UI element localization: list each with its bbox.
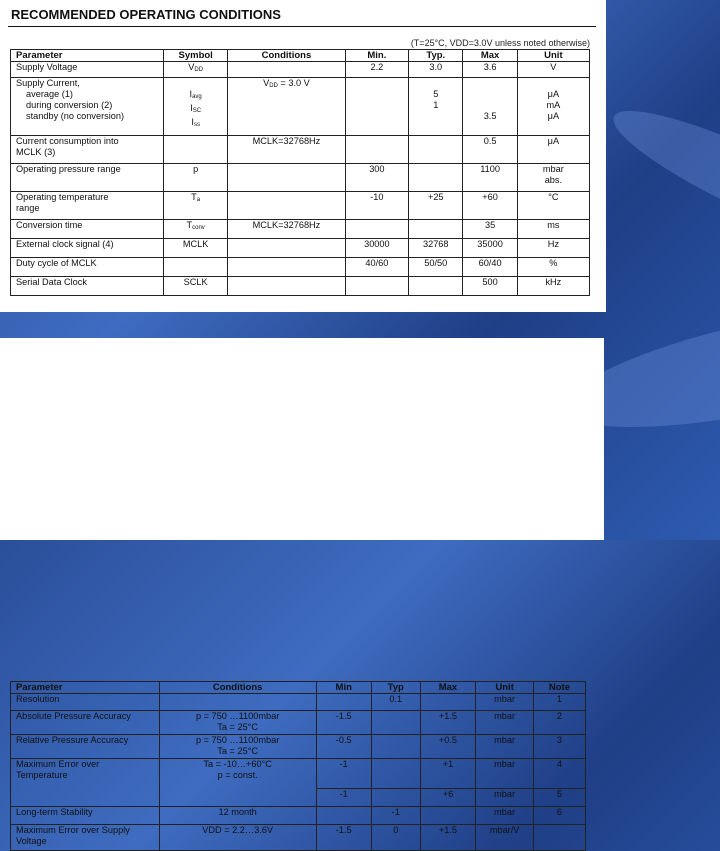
max-line: 3.5 — [483, 111, 497, 121]
table-row — [11, 759, 586, 789]
table-row — [11, 136, 590, 164]
conditions-text: = 3.0 V — [277, 78, 310, 88]
conditions-line: p = const. — [217, 770, 258, 780]
column-header: Typ. — [409, 50, 463, 62]
note-cell: 2 — [533, 711, 585, 735]
unit-line: mA — [546, 100, 561, 110]
typ-cell — [409, 78, 463, 136]
accuracy-panel — [0, 338, 604, 846]
symbol-text: T — [191, 192, 197, 202]
conditions-cell — [228, 62, 345, 78]
conditions-cell — [228, 239, 345, 258]
conditions-cell — [228, 220, 345, 239]
unit-cell: mbar — [476, 759, 534, 789]
conditions-line: VDD = 2.2…3.6V — [202, 825, 273, 835]
column-header: Unit — [517, 50, 589, 62]
max-cell — [463, 220, 517, 239]
conditions-line: Ta = 25°C — [217, 722, 258, 732]
parameter-text: Resolution — [16, 694, 60, 704]
conditions-cell — [228, 277, 345, 296]
conditions-subscript: DD — [269, 83, 278, 89]
conditions-cell — [159, 711, 316, 735]
typ-text: 32768 — [422, 239, 449, 249]
parameter-cell — [11, 694, 160, 711]
typ-cell — [409, 192, 463, 220]
conditions-line: 12 month — [218, 807, 257, 817]
symbol-cell — [164, 164, 228, 192]
column-header: Conditions — [159, 682, 316, 694]
typ-cell: -1 — [371, 807, 420, 825]
max-cell — [463, 78, 517, 136]
table-row — [11, 220, 590, 239]
min-cell — [316, 807, 371, 825]
min-text: 300 — [369, 164, 385, 174]
typ-cell — [371, 789, 420, 807]
column-header: Note — [533, 682, 585, 694]
min-cell — [345, 239, 408, 258]
unit-cell — [517, 62, 589, 78]
typ-cell: 0 — [371, 825, 420, 851]
min-cell — [345, 62, 408, 78]
parameter-line: range — [16, 203, 40, 213]
unit-cell: mbar — [476, 694, 534, 711]
parameter-line: during conversion (2) — [26, 100, 113, 110]
typ-cell — [409, 62, 463, 78]
unit-cell: mbar — [476, 807, 534, 825]
unit-line: μA — [547, 89, 560, 99]
conditions-line: p = 750 …1100mbar — [195, 735, 280, 745]
column-header: Min. — [345, 50, 408, 62]
note-cell — [533, 825, 585, 851]
table-header-row — [11, 682, 586, 694]
min-text: 2.2 — [370, 62, 384, 72]
cell-spacer — [468, 78, 511, 89]
min-cell: -0.5 — [316, 735, 371, 759]
column-header: Unit — [476, 682, 534, 694]
max-cell — [463, 136, 517, 164]
min-cell — [345, 192, 408, 220]
conditions-line: Ta = -10…+60°C — [203, 759, 272, 769]
symbol-cell — [164, 192, 228, 220]
parameter-cell — [11, 192, 164, 220]
symbol-text: T — [186, 220, 193, 230]
symbol-subscript: DD — [194, 67, 204, 73]
max-cell — [463, 192, 517, 220]
symbol-line — [169, 117, 222, 131]
max-cell: +0.5 — [420, 735, 476, 759]
table-row — [11, 735, 586, 759]
parameter-cell — [11, 164, 164, 192]
min-cell: -1 — [316, 789, 371, 807]
symbol-text: V — [188, 62, 195, 72]
unit-line: abs. — [544, 175, 563, 185]
symbol-subscript: ss — [193, 122, 200, 128]
symbol-subscript: avg — [192, 94, 202, 100]
max-cell — [420, 694, 476, 711]
parameter-text: Operating pressure range — [16, 164, 121, 174]
parameter-cell — [11, 759, 160, 807]
parameter-line: standby (no conversion) — [26, 111, 125, 121]
typ-text: 50/50 — [424, 258, 448, 268]
max-text: 60/40 — [478, 258, 502, 268]
max-cell: +1.5 — [420, 825, 476, 851]
cell-spacer — [523, 78, 584, 89]
conditions-cell — [228, 192, 345, 220]
parameter-text: Serial Data Clock — [16, 277, 87, 287]
conditions-cell — [228, 164, 345, 192]
max-cell: +1.5 — [420, 711, 476, 735]
symbol-text: I — [191, 117, 194, 127]
unit-cell — [517, 239, 589, 258]
parameter-line: average (1) — [26, 89, 73, 99]
parameter-line: Maximum Error over Supply — [16, 825, 130, 835]
typ-cell — [409, 239, 463, 258]
typ-text: 3.0 — [429, 62, 443, 72]
column-header: Parameter — [11, 682, 160, 694]
table-row — [11, 239, 590, 258]
conditions-cell — [159, 759, 316, 807]
symbol-line — [169, 103, 222, 117]
unit-cell — [517, 78, 589, 136]
note-cell: 3 — [533, 735, 585, 759]
parameter-cell — [11, 711, 160, 735]
conditions-line: Ta = 25°C — [217, 746, 258, 756]
max-cell: +1 — [420, 759, 476, 789]
note-cell: 6 — [533, 807, 585, 825]
column-header: Parameter — [11, 50, 164, 62]
column-header: Typ — [371, 682, 420, 694]
typ-cell — [409, 258, 463, 277]
max-text: 35000 — [477, 239, 503, 249]
parameter-line: Temperature — [16, 770, 68, 780]
max-cell — [463, 62, 517, 78]
column-header: Symbol — [164, 50, 228, 62]
unit-cell — [517, 220, 589, 239]
parameter-cell — [11, 277, 164, 296]
unit-cell — [517, 277, 589, 296]
conditions-text: MCLK=32768Hz — [252, 136, 321, 146]
max-cell — [463, 239, 517, 258]
table-row — [11, 164, 590, 192]
min-cell — [345, 78, 408, 136]
cell-spacer — [414, 78, 457, 89]
symbol-cell — [164, 136, 228, 164]
symbol-cell — [164, 78, 228, 136]
conditions-text: V — [263, 78, 270, 88]
table-row — [11, 62, 590, 78]
table-row — [11, 694, 586, 711]
section-heading: RECOMMENDED OPERATING CONDITIONS — [11, 7, 281, 22]
unit-line: mbar — [542, 164, 564, 174]
conditions-cell — [159, 807, 316, 825]
min-cell: -1.5 — [316, 825, 371, 851]
typ-line: 1 — [433, 100, 439, 110]
note-cell: 5 — [533, 789, 585, 807]
symbol-cell — [164, 62, 228, 78]
parameter-cell — [11, 136, 164, 164]
table-row — [11, 192, 590, 220]
recommended-operating-conditions-panel — [0, 0, 606, 312]
conditions-cell — [228, 258, 345, 277]
min-text: 40/60 — [365, 258, 389, 268]
symbol-text: I — [189, 89, 193, 99]
min-cell — [345, 220, 408, 239]
max-text: 500 — [482, 277, 498, 287]
symbol-line — [169, 89, 222, 103]
heading-rule — [8, 26, 596, 27]
unit-text: V — [550, 62, 557, 72]
parameter-cell — [11, 220, 164, 239]
conditions-cell — [159, 825, 316, 851]
column-header: Max — [463, 50, 517, 62]
unit-text: °C — [548, 192, 559, 202]
max-cell — [463, 164, 517, 192]
unit-cell — [517, 258, 589, 277]
parameter-cell — [11, 62, 164, 78]
symbol-cell — [164, 220, 228, 239]
table-header-row — [11, 50, 590, 62]
column-header: Max — [420, 682, 476, 694]
symbol-text: I — [190, 103, 193, 113]
parameter-text: Duty cycle of MCLK — [16, 258, 97, 268]
parameter-cell — [11, 78, 164, 136]
cell-spacer — [468, 89, 511, 100]
note-cell: 1 — [533, 694, 585, 711]
table-row — [11, 277, 590, 296]
min-cell — [345, 164, 408, 192]
table-row — [11, 78, 590, 136]
min-cell: -1.5 — [316, 711, 371, 735]
max-cell — [420, 807, 476, 825]
min-text: 30000 — [364, 239, 390, 249]
parameter-text: Supply Voltage — [16, 62, 78, 72]
table-row — [11, 825, 586, 851]
table-row — [11, 807, 586, 825]
max-cell — [463, 258, 517, 277]
conditions-cell — [159, 735, 316, 759]
typ-line: 5 — [433, 89, 439, 99]
max-cell — [463, 277, 517, 296]
symbol-subscript: conv — [192, 225, 205, 231]
unit-cell: mbar — [476, 711, 534, 735]
unit-text: % — [549, 258, 558, 268]
typ-cell — [409, 277, 463, 296]
conditions-cell — [228, 136, 345, 164]
parameter-text: Conversion time — [16, 220, 83, 230]
parameter-line: Current consumption into — [16, 136, 119, 146]
parameter-text: Relative Pressure Accuracy — [16, 735, 129, 745]
typ-text: +25 — [427, 192, 444, 202]
parameter-cell — [11, 735, 160, 759]
parameter-line: Operating temperature — [16, 192, 109, 202]
unit-cell: mbar/V — [476, 825, 534, 851]
column-header: Min — [316, 682, 371, 694]
min-cell — [345, 136, 408, 164]
unit-cell — [517, 136, 589, 164]
conditions-cell — [228, 78, 345, 136]
typ-cell — [371, 735, 420, 759]
typ-cell: 0.1 — [371, 694, 420, 711]
unit-text: μA — [547, 136, 560, 146]
symbol-text: SCLK — [183, 277, 208, 287]
symbol-cell — [164, 258, 228, 277]
unit-cell — [517, 192, 589, 220]
typ-cell — [409, 136, 463, 164]
min-cell — [345, 277, 408, 296]
symbol-subscript: SC — [192, 108, 202, 114]
column-header: Conditions — [228, 50, 345, 62]
symbol-cell — [164, 239, 228, 258]
parameter-text: Long-term Stability — [16, 807, 93, 817]
accuracy-table — [10, 681, 586, 851]
conditions-note: (T=25°C, VDD=3.0V unless noted otherwise) — [410, 38, 590, 48]
unit-text: ms — [547, 220, 560, 230]
parameter-cell — [11, 807, 160, 825]
max-text: 35 — [484, 220, 496, 230]
parameter-text: Absolute Pressure Accuracy — [16, 711, 131, 721]
typ-cell — [371, 711, 420, 735]
symbol-spacer — [169, 78, 222, 89]
min-text: -10 — [370, 192, 384, 202]
unit-text: Hz — [547, 239, 559, 249]
parameter-line: MCLK (3) — [16, 147, 56, 157]
symbol-subscript: a — [196, 197, 201, 203]
unit-line: μA — [547, 111, 560, 121]
parameter-line: Supply Current, — [16, 78, 80, 88]
parameter-text: External clock signal (4) — [16, 239, 114, 249]
max-text: 3.6 — [483, 62, 497, 72]
symbol-text: p — [193, 164, 199, 174]
min-cell — [345, 258, 408, 277]
max-text: 0.5 — [483, 136, 497, 146]
max-text: +60 — [482, 192, 498, 202]
background-wave — [601, 89, 720, 270]
table-row — [11, 258, 590, 277]
symbol-text: MCLK — [182, 239, 209, 249]
parameter-cell — [11, 239, 164, 258]
parameter-cell — [11, 825, 160, 851]
unit-text: kHz — [545, 277, 562, 287]
typ-cell — [409, 164, 463, 192]
table-row — [11, 711, 586, 735]
conditions-line: p = 750 …1100mbar — [195, 711, 280, 721]
conditions-text: MCLK=32768Hz — [252, 220, 321, 230]
min-cell: -1 — [316, 759, 371, 789]
operating-conditions-table — [10, 49, 590, 296]
symbol-cell — [164, 277, 228, 296]
typ-cell — [409, 220, 463, 239]
parameter-line: Maximum Error over — [16, 759, 100, 769]
unit-cell — [517, 164, 589, 192]
conditions-cell — [159, 694, 316, 711]
parameter-cell — [11, 258, 164, 277]
typ-cell — [371, 759, 420, 789]
note-cell: 4 — [533, 759, 585, 789]
cell-spacer — [468, 100, 511, 111]
unit-cell: mbar — [476, 735, 534, 759]
min-cell — [316, 694, 371, 711]
max-cell: +6 — [420, 789, 476, 807]
max-text: 1100 — [480, 164, 500, 174]
parameter-line: Voltage — [16, 836, 47, 846]
unit-cell: mbar — [476, 789, 534, 807]
